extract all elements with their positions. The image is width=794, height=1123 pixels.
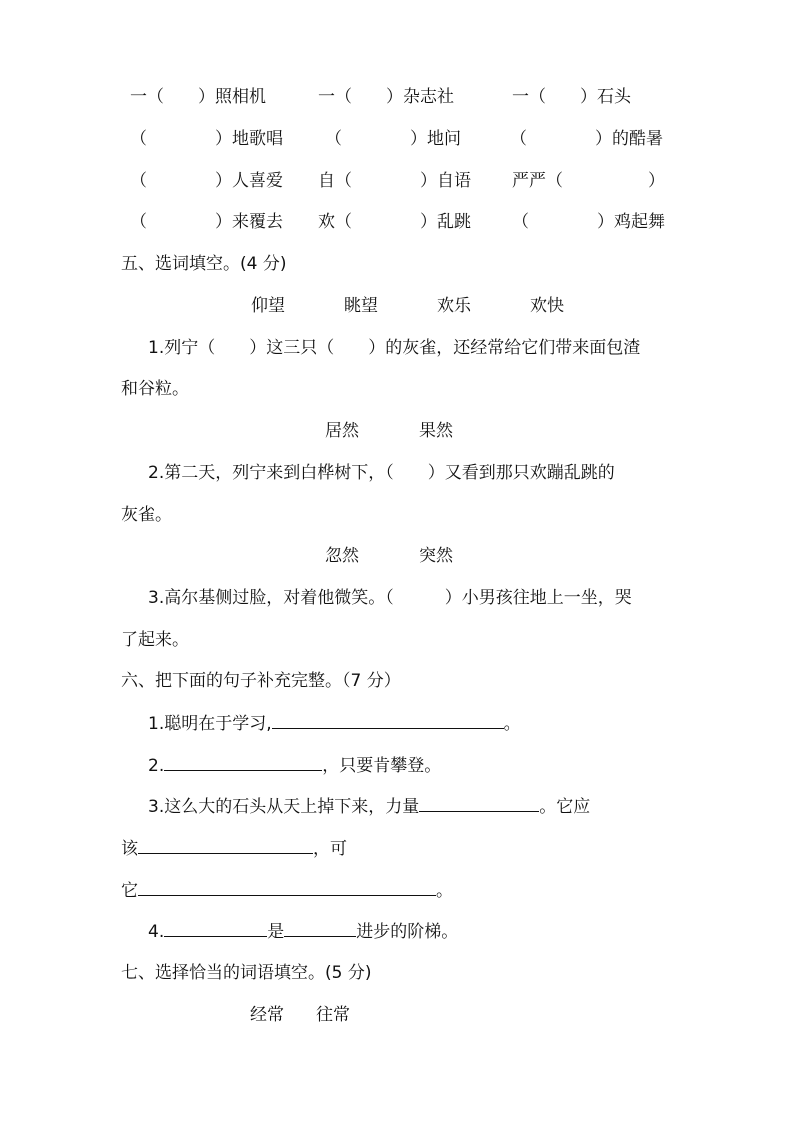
sentence-3b-suffix: ，可 bbox=[313, 839, 347, 859]
grid-item: 一（ ）石头 bbox=[512, 87, 631, 107]
section6-heading: 六、把下面的句子补充完整。（7 分） bbox=[121, 671, 401, 691]
grid-item: （ ）地歌唱 bbox=[130, 129, 283, 149]
grid-item: 自（ ）自语 bbox=[318, 171, 471, 191]
word-option: 欢快 bbox=[530, 296, 564, 316]
word-option: 往常 bbox=[316, 1005, 350, 1025]
sentence-3c-prefix: 它 bbox=[121, 881, 138, 901]
sentence-1-suffix: 。 bbox=[503, 714, 521, 734]
word-option: 突然 bbox=[419, 546, 453, 566]
word-option: 眺望 bbox=[344, 296, 378, 316]
sentence-2-prefix: 2. bbox=[148, 756, 165, 776]
sentence-2-suffix: ，只要肯攀登。 bbox=[322, 756, 442, 776]
question-3-line2: 了起来。 bbox=[121, 630, 189, 650]
word-option: 仰望 bbox=[251, 296, 285, 316]
word-option: 经常 bbox=[250, 1005, 284, 1025]
grid-item: （ ）的酷暑 bbox=[510, 129, 663, 149]
sentence-3c bbox=[121, 879, 453, 902]
sentence-4 bbox=[148, 920, 458, 943]
sentence-1 bbox=[148, 712, 521, 735]
sentence-3b-prefix: 该 bbox=[121, 839, 138, 859]
answer-blank[interactable] bbox=[164, 920, 267, 937]
grid-item: 一（ ）杂志社 bbox=[318, 87, 454, 107]
answer-blank[interactable] bbox=[419, 795, 539, 812]
answer-blank[interactable] bbox=[138, 837, 313, 854]
word-option: 果然 bbox=[419, 421, 453, 441]
sentence-4-suffix: 进步的阶梯。 bbox=[356, 922, 459, 942]
section7-heading: 七、选择恰当的词语填空。(5 分) bbox=[121, 963, 372, 983]
question-1-line2: 和谷粒。 bbox=[121, 379, 189, 399]
sentence-3c-suffix: 。 bbox=[436, 881, 453, 901]
sentence-3b bbox=[121, 837, 347, 860]
answer-blank[interactable] bbox=[164, 754, 322, 771]
sentence-1-prefix: 1.聪明在于学习, bbox=[148, 714, 272, 734]
grid-item: （ ）来覆去 bbox=[130, 212, 283, 232]
grid-item: （ ）人喜爱 bbox=[130, 171, 283, 191]
word-option: 欢乐 bbox=[437, 296, 471, 316]
sentence-3-prefix: 3.这么大的石头从天上掉下来，力量 bbox=[148, 797, 420, 817]
answer-blank[interactable] bbox=[284, 920, 356, 937]
sentence-4-prefix: 4. bbox=[148, 922, 165, 942]
sentence-4-mid: 是 bbox=[267, 922, 285, 942]
grid-item: 严严（ ） bbox=[512, 171, 665, 191]
grid-item: 欢（ ）乱跳 bbox=[318, 212, 471, 232]
grid-item: （ ）地问 bbox=[325, 129, 461, 149]
answer-blank[interactable] bbox=[272, 712, 504, 729]
question-2-line2: 灰雀。 bbox=[121, 505, 172, 525]
question-3-line1: 3.高尔基侧过脸，对着他微笑。（ ）小男孩往地上一坐，哭 bbox=[148, 588, 632, 608]
word-option: 忽然 bbox=[325, 546, 359, 566]
question-2-line1: 2.第二天，列宁来到白桦树下，（ ）又看到那只欢蹦乱跳的 bbox=[148, 463, 615, 483]
section5-heading: 五、选词填空。(4 分) bbox=[121, 254, 287, 274]
sentence-3 bbox=[148, 795, 590, 818]
word-option: 居然 bbox=[325, 421, 359, 441]
grid-item: （ ）鸡起舞 bbox=[512, 212, 665, 232]
grid-item: 一（ ）照相机 bbox=[130, 87, 266, 107]
sentence-3-suffix: 。它应 bbox=[539, 797, 591, 817]
sentence-2 bbox=[148, 754, 441, 777]
question-1-line1: 1.列宁（ ）这三只（ ）的灰雀，还经常给它们带来面包渣 bbox=[148, 338, 641, 358]
answer-blank[interactable] bbox=[138, 879, 436, 896]
